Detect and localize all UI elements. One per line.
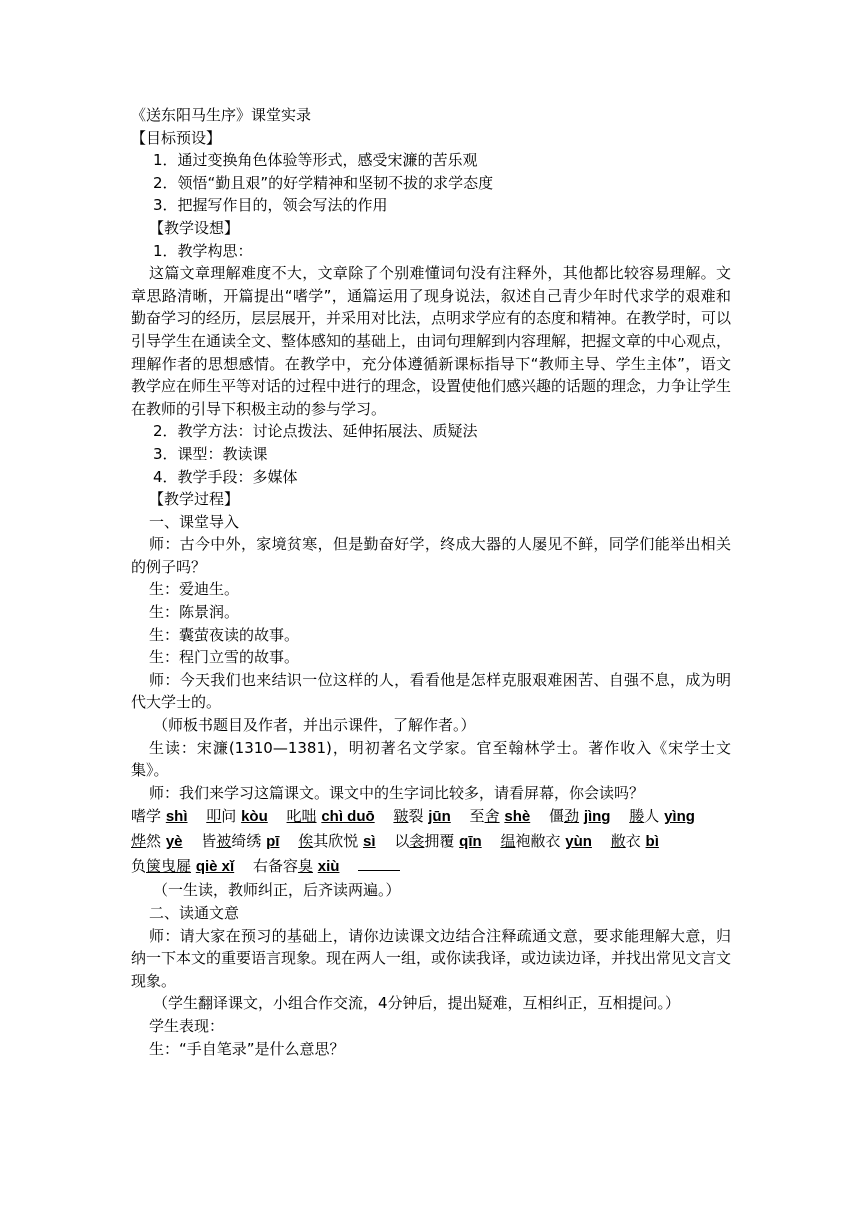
vocab-pinyin: qiè xǐ: [195, 858, 235, 876]
vocab-list: [131, 804, 731, 879]
dialogue-line: 师：今天我们也来结识一位这样的人，看看他是怎样克服艰难困苦、自强不息，成为明代大学士的。: [131, 670, 731, 712]
vocab-item: [549, 807, 610, 825]
vocab-word-target: 敝: [610, 832, 626, 851]
vocab-word-pre: 右备容: [252, 857, 298, 876]
vocab-pinyin: yìng: [664, 808, 695, 826]
vocab-word-target: 舍: [484, 807, 500, 826]
vocab-pinyin: jìng: [583, 808, 611, 826]
vocab-word-pre: 皆: [201, 832, 217, 851]
vocab-word-pre: 嗜: [131, 807, 147, 826]
vocab-pinyin: bì: [645, 833, 659, 851]
dialogue-line: 生：爱迪生。: [149, 580, 240, 599]
vocab-word-target: 劲: [564, 807, 580, 826]
vocab-word-target: 箧曳屣: [146, 857, 192, 876]
dialogue-line: 师：我们来学习这篇课文。课文中的生字词比较多，请看屏幕，你会读吗？: [149, 783, 645, 802]
vocab-word-post: 绮绣: [231, 832, 262, 851]
vocab-pinyin: qīn: [459, 833, 482, 851]
vocab-word-post: 问: [221, 807, 237, 826]
section-heading: 一、课堂导入: [149, 512, 240, 531]
vocab-word-target: 被: [216, 832, 232, 851]
vocab-pinyin: pī: [266, 833, 280, 851]
vocab-word-post: 学: [146, 807, 162, 826]
vocab-word-pre: 僵: [549, 807, 565, 826]
vocab-pinyin: yè: [165, 833, 183, 851]
vocab-item: [611, 832, 659, 850]
vocab-word-post: 裂: [408, 807, 424, 826]
design-concept-label: 1．教学构思：: [153, 241, 253, 260]
dialogue-line: 生：陈景润。: [149, 603, 240, 622]
vocab-word-target: 衾: [409, 832, 425, 851]
vocab-word-target: 叱咄: [286, 807, 317, 826]
document-title: 《送东阳马生序》课堂实录: [131, 106, 312, 124]
design-concept-text: 这篇文章理解难度不大，文章除了个别难懂词句没有注释外，其他都比较容易理解。文章思路清晰，开篇提出“嗜学”，通篇运用了现身说法，叙述自己青少年时代求学的艰难和勤奋学习的经历，层层展开，并采用对比法，点明求学应有的态度和精神。在教学时，可以引导学生在通读全文、整体感知的基础上，由词句理解到内容理解，把握文章的中心观点，理解作者的思想感情。在教学中，充分体遵循新课标指导下“教师主导、学生主体”，语文教学应在师生平等对话的过程中进行的理念，设置使他们感兴趣的话题的理念，力争让学生在教师的引导下积极主动的参与学习。: [131, 264, 732, 418]
vocab-pinyin: shì: [165, 808, 188, 826]
vocab-pinyin: chì duō: [321, 808, 375, 826]
vocab-word-post: 拥覆: [424, 832, 455, 851]
goals-heading: 【目标预设】: [131, 128, 222, 147]
vocab-item: [131, 807, 188, 825]
vocab-word-target: 臭: [297, 857, 313, 876]
vocab-item: [298, 832, 375, 850]
vocab-word-pre: 负: [131, 857, 147, 876]
design-heading: 【教学设想】: [149, 218, 240, 237]
stage-note: （学生翻译课文，小组合作交流，4分钟后，提出疑难，互相纠正，互相提问。）: [153, 994, 681, 1013]
process-heading: 【教学过程】: [149, 490, 240, 509]
vocab-word-post: 然: [146, 832, 162, 851]
dialogue-line: 师：古今中外，家境贫寒，但是勤奋好学，终成大器的人屡见不鲜，同学们能举出相关的例子吗？: [131, 535, 731, 576]
stage-note: （一生读，教师纠正，后齐读两遍。）: [153, 881, 401, 900]
vocab-pinyin: yùn: [565, 833, 592, 851]
vocab-item: [393, 807, 450, 825]
dialogue-line: 师：请大家在预习的基础上，请你边读课文边结合注释疏通文意，要求能理解大意，归纳一下本文的重要语言现象。现在两人一组，或你读我译，或边读边译，并找出常见文言文现象。: [131, 926, 732, 990]
vocab-item: [253, 857, 340, 875]
dialogue-line: 生读：宋濂(1310—1381)，明初著名文学家。官至翰林学士。著作收入《宋学士文集》。: [131, 738, 731, 780]
vocab-pinyin: kòu: [241, 808, 268, 826]
vocab-pinyin: jūn: [428, 808, 451, 826]
design-item: 3．课型：教读课: [153, 444, 268, 463]
vocab-word-pre: 以: [394, 832, 410, 851]
section-heading: 二、读通文意: [149, 904, 240, 922]
vocab-word-target: 俟: [298, 832, 314, 851]
vocab-item: [470, 807, 531, 825]
blank-underline: [358, 856, 400, 871]
vocab-word-target: 缊: [500, 832, 516, 851]
vocab-word-post: 衣: [625, 832, 641, 851]
vocab-word-target: 媵: [629, 807, 645, 826]
vocab-word-post: 人: [644, 807, 660, 826]
design-item: 2．教学方法：讨论点拨法、延伸拓展法、质疑法: [153, 422, 478, 441]
vocab-word-pre: 至: [469, 807, 485, 826]
vocab-item: [287, 807, 375, 825]
vocab-item: [394, 832, 481, 850]
vocab-item: [131, 832, 183, 850]
vocab-item: [131, 857, 234, 875]
dialogue-line: 学生表现：: [149, 1016, 225, 1035]
dialogue-line: 生：“手自笔录”是什么意思？: [149, 1039, 345, 1058]
vocab-item: [629, 807, 695, 825]
goal-item: 2．领悟“勤且艰”的好学精神和坚韧不拔的求学态度: [153, 173, 494, 192]
dialogue-line: 生：囊萤夜读的故事。: [149, 625, 300, 644]
vocab-item: [206, 807, 267, 825]
vocab-word-target: 烨: [131, 832, 147, 851]
goal-item: 1．通过变换角色体验等形式，感受宋濂的苦乐观: [153, 151, 478, 170]
goal-item: 3．把握写作目的，领会写法的作用: [153, 196, 388, 215]
vocab-pinyin: sì: [363, 833, 376, 851]
design-item: 4．教学手段：多媒体: [153, 467, 298, 486]
vocab-item: [500, 832, 591, 850]
vocab-pinyin: xiù: [317, 858, 340, 876]
vocab-word-post: 袍敝衣: [515, 832, 561, 851]
dialogue-line: 生：程门立雪的故事。: [149, 648, 300, 667]
stage-note: （师板书题目及作者，并出示课件，了解作者。）: [153, 716, 476, 735]
vocab-word-post: 其欣悦: [313, 832, 359, 851]
vocab-item: [201, 832, 279, 850]
document-page: [131, 104, 731, 1060]
vocab-pinyin: shè: [504, 808, 531, 826]
vocab-word-target: 皲: [393, 807, 409, 826]
vocab-word-target: 叩: [206, 807, 222, 826]
